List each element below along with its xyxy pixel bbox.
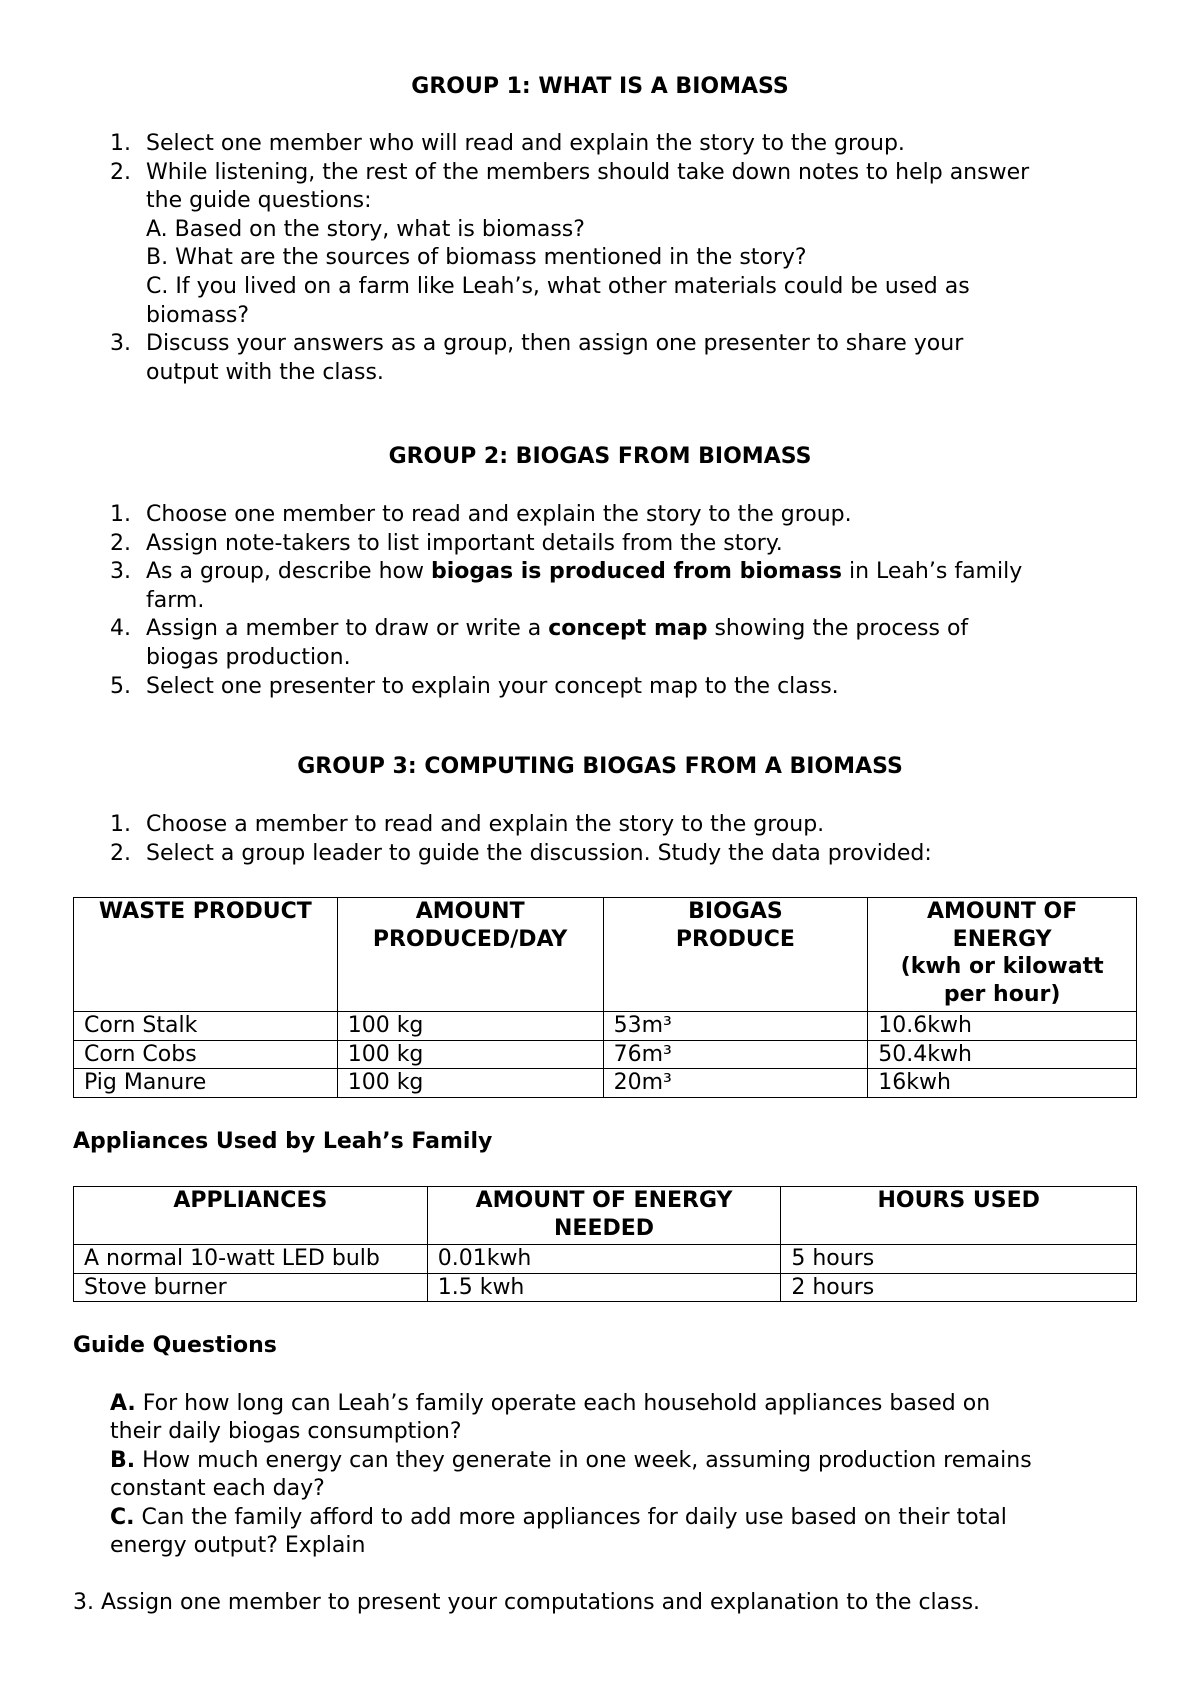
guide-question-a [110,1390,1170,1418]
step-text-line: farm. [146,587,205,613]
step-number: 3. [110,559,131,585]
step-text-bold: concept map [548,616,708,642]
step-text: showing the process of [707,616,969,642]
list-item [76,615,1166,672]
table-header [74,1187,428,1245]
header-text: ENERGY [952,926,1052,952]
group3-title: GROUP 3: COMPUTING BIOGAS FROM A BIOMASS [297,754,903,779]
table-cell: 50.4kwh [868,1040,1137,1069]
table-cell: 2 hours [781,1273,1137,1302]
question-text: For how long can Leah’s family operate each household appliances based on [135,1391,991,1416]
table-cell: 76m³ [603,1040,868,1069]
step-text: Choose one member to read and explain the story to the group. [146,502,852,527]
table-header-row [74,898,1137,1012]
question-b: B. What are the sources of biomass mentioned in the story? [146,245,807,271]
step-text-line: output with the class. [146,359,384,385]
table-header [781,1187,1137,1245]
question-c: C. If you lived on a farm like Leah’s, what other materials could be used as [146,273,970,299]
table-cell: Corn Stalk [74,1012,338,1041]
step-text: As a group, describe how [146,559,431,585]
table-cell: Stove burner [74,1273,428,1302]
question-text: Can the family afford to add more appliances for daily use based on their total [134,1504,1007,1530]
step-text-line: biogas production. [146,644,351,670]
table-cell: 100 kg [337,1040,603,1069]
question-text: How much energy can they generate in one week, assuming production remains [135,1447,1032,1473]
table-cell: Corn Cobs [74,1040,338,1069]
step-number: 4. [110,616,131,642]
guide-question-c [110,1504,1170,1532]
table-header [74,898,338,1012]
step-text-line: Discuss your answers as a group, then assign one presenter to share your [146,331,964,357]
header-text: AMOUNT OF [926,899,1078,924]
group2-title: GROUP 2: BIOGAS FROM BIOMASS [388,444,812,469]
table-header [337,898,603,1012]
step-number: 5. [110,673,131,699]
table-cell: 1.5 kwh [427,1273,781,1302]
question-label: C. [110,1504,135,1530]
step-text: in Leah’s family [842,559,1023,585]
header-text: NEEDED [554,1215,655,1241]
step-number: 2. [110,159,131,185]
step-text-line [146,615,1166,644]
list-item [76,530,1166,559]
table-header-row [74,1187,1137,1245]
step-number: 1. [110,502,131,527]
step-text: Select one presenter to explain your concept map to the class. [146,673,839,699]
table-cell: 0.01kwh [427,1245,781,1274]
guide-question-a-cont: their daily biogas consumption? [110,1419,462,1445]
appliances-heading: Appliances Used by Leah’s Family [73,1129,493,1154]
table-row [74,1273,1137,1302]
group1-title: GROUP 1: WHAT IS A BIOMASS [411,74,789,99]
question-label: B. [110,1447,136,1473]
list-item [76,130,1156,159]
list-item [76,673,1166,702]
table-row [74,1012,1137,1041]
header-text: PRODUCED/DAY [372,926,568,952]
guide-question-c-cont: energy output? Explain [110,1533,366,1559]
step-text-bold: biogas is produced from biomass [430,559,842,585]
table-header [427,1187,781,1245]
step-text-line: the guide questions: [146,188,372,214]
table-cell: 100 kg [337,1069,603,1098]
step-text: Assign a member to draw or write a [146,616,549,642]
table-cell: A normal 10-watt LED bulb [74,1245,428,1274]
table-header [603,898,868,1012]
appliances-table [73,1186,1137,1302]
list-item [76,558,1166,615]
step-number: 2. [110,530,131,556]
table-cell: 20m³ [603,1069,868,1098]
step-text: Select a group leader to guide the discussion. Study the data provided: [146,840,932,866]
header-text: PRODUCE [675,926,795,952]
table-cell: 100 kg [337,1012,603,1041]
table-cell: 53m³ [603,1012,868,1041]
waste-product-table [73,897,1137,1098]
step-number: 1. [110,131,131,156]
header-text: WASTE PRODUCT [98,899,312,924]
step-text: Choose a member to read and explain the story to the group. [146,812,825,837]
table-row [74,1069,1137,1098]
table-cell: 16kwh [868,1069,1137,1098]
table-row [74,1040,1137,1069]
header-text: BIOGAS [688,899,783,924]
step-text: Assign note-takers to list important details from the story. [146,530,783,556]
table-cell: 5 hours [781,1245,1137,1274]
step-number: 3. [110,331,131,357]
guide-questions [110,1390,1170,1560]
list-item [76,501,1166,530]
table-row [74,1245,1137,1274]
header-text: AMOUNT [415,899,525,924]
step-text: Select one member who will read and explain the story to the group. [146,131,905,156]
list-item [76,840,1156,869]
table-cell: Pig Manure [74,1069,338,1098]
header-text: per hour) [943,981,1061,1007]
guide-questions-heading: Guide Questions [73,1333,277,1358]
group1-steps [76,130,1156,387]
step-text-line: While listening, the rest of the members should take down notes to help answer [146,159,1030,185]
header-text: APPLIANCES [173,1188,328,1213]
guide-question-b-cont: constant each day? [110,1476,325,1502]
list-item [76,159,1156,331]
list-item [76,330,1156,387]
group2-steps [76,501,1166,701]
group3-steps [76,811,1156,868]
step-text-line [146,558,1166,587]
question-label: A. [110,1391,136,1416]
guide-question-b [110,1447,1170,1475]
final-step: 3. Assign one member to present your computations and explanation to the class. [73,1590,981,1615]
table-cell: 10.6kwh [868,1012,1137,1041]
header-text: (kwh or kilowatt [900,954,1104,979]
question-a: A. Based on the story, what is biomass? [146,216,585,242]
step-number: 2. [110,840,131,866]
header-text: AMOUNT OF ENERGY [475,1188,733,1213]
table-header [868,898,1137,1012]
question-c-cont: biomass? [146,302,250,328]
list-item [76,811,1156,840]
step-number: 1. [110,812,131,837]
header-text: HOURS USED [877,1188,1040,1213]
